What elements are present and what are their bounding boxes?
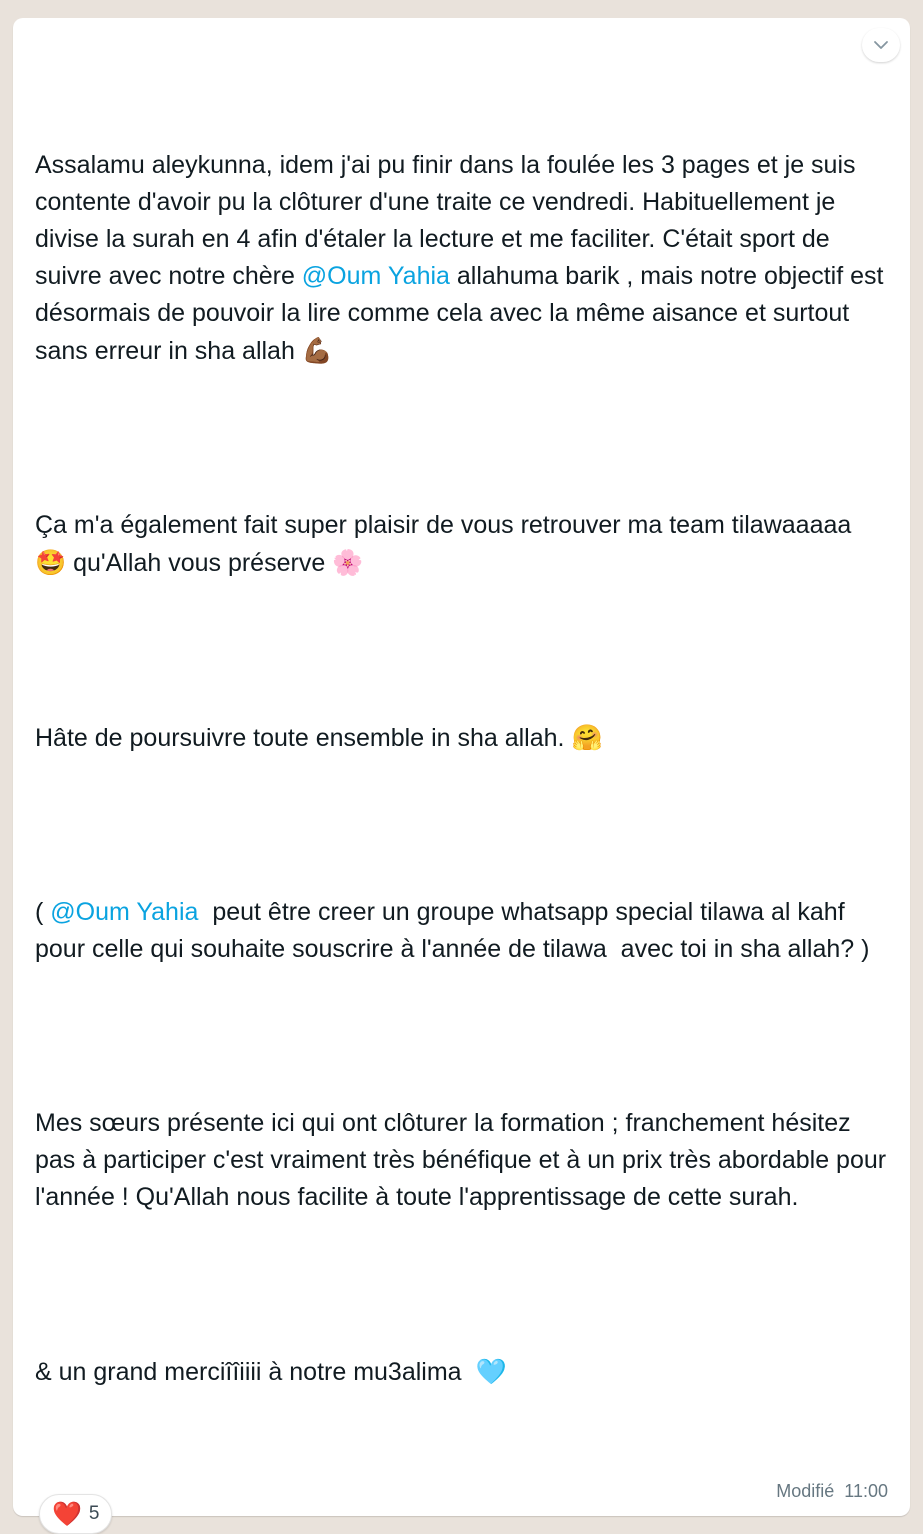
message-paragraph [35, 507, 888, 582]
message-meta [776, 1481, 888, 1502]
text-segment: peut être creer un groupe whatsapp special tilawa al kahf pour celle qui souhaite souscrire à l'année de tilawa avec toi in sha allah? ) [35, 898, 870, 963]
mention-oum-yahia[interactable]: @Oum Yahia [50, 898, 199, 926]
text-segment: allahuma barik , mais notre objectif est désormais de pouvoir la lire comme cela avec la même aisance et surtout sans erreur in sha allah [35, 262, 891, 365]
cherry-blossom-emoji: 🌸 [332, 548, 364, 577]
text-segment: Mes sœurs présente ici qui ont clôturer la formation ; franchement hésitez pas à participer c'est vraiment très bénéfique et à un prix très abordable pour l'année ! Qu'Allah nous facilite à toute l'apprentissage de cette surah. [35, 1109, 894, 1211]
mention-oum-yahia[interactable]: @Oum Yahia [301, 262, 450, 290]
text-segment: Assalamu aleykunna, idem j'ai pu finir dans la foulée les 3 pages et je suis contente d'avoir pu la clôturer d'une traite ce vendredi. Habituellement je divise la surah en 4 afin d'étaler la lecture et me faciliter. C'était sport de suivre avec notre chère [35, 151, 863, 290]
flexed-biceps-emoji: 💪🏾 [301, 336, 333, 365]
text-segment: & un grand merciîîiiii à notre mu3alima [35, 1358, 476, 1386]
reaction-chip[interactable] [39, 1494, 112, 1534]
reaction-count: 5 [88, 1503, 100, 1524]
message-bubble[interactable] [13, 18, 910, 1528]
message-paragraph [35, 894, 888, 968]
text-segment: Ça m'a également fait super plaisir de vous retrouver ma team tilawaaaaa [35, 511, 859, 539]
message-paragraph [35, 1105, 894, 1216]
message-paragraph [35, 719, 888, 757]
light-blue-heart-emoji: 🩵 [475, 1357, 507, 1386]
message-paragraph [35, 1353, 888, 1391]
text-segment: qu'Allah vous préserve [66, 549, 333, 577]
message-text [35, 36, 894, 1502]
red-heart-icon: ❤️ [52, 1500, 82, 1528]
hugging-face-emoji: 🤗 [571, 723, 603, 752]
star-struck-emoji: 🤩 [35, 548, 67, 577]
text-segment: Hâte de poursuivre toute ensemble in sha allah. [35, 724, 572, 752]
text-segment: ( [35, 898, 51, 926]
message-paragraph [35, 147, 891, 370]
edited-label: Modifié [776, 1481, 835, 1501]
message-timestamp: 11:00 [844, 1481, 888, 1501]
chevron-down-icon[interactable] [862, 28, 900, 62]
